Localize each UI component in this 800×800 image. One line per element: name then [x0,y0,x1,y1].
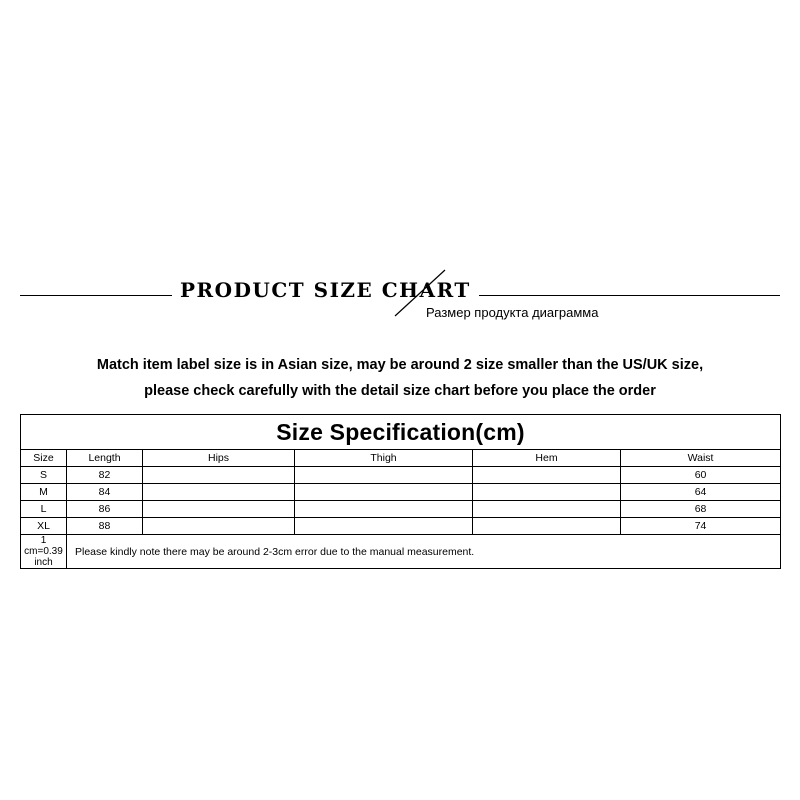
cell-waist: 68 [621,501,781,518]
table-row [21,518,781,535]
notice-line-2: please check carefully with the detail size chart before you place the order [144,383,656,399]
table-row [21,501,781,518]
page-title: PRODUCT SIZE CHART [172,278,479,302]
table-header-row [21,450,781,467]
size-notice [0,352,800,404]
page-subtitle: Размер продукта диаграмма [420,305,604,321]
cell-thigh [295,484,473,501]
cell-hips [143,467,295,484]
cell-hem [473,467,621,484]
document-header [20,268,780,328]
cell-hem [473,518,621,535]
column-header-waist: Waist [621,450,781,467]
column-header-size: Size [21,450,67,467]
column-header-length: Length [67,450,143,467]
column-header-hips: Hips [143,450,295,467]
cell-length: 88 [67,518,143,535]
table-title-row [21,415,781,450]
column-header-thigh: Thigh [295,450,473,467]
table-row [21,467,781,484]
cm-to-inch-conversion: 1 cm=0.39 inch [21,535,67,569]
cell-hips [143,501,295,518]
table-title: Size Specification(cm) [21,415,781,450]
cell-thigh [295,467,473,484]
cell-size: M [21,484,67,501]
measurement-error-note: Please kindly note there may be around 2-3cm error due to the manual measurement. [67,535,781,569]
cell-length: 86 [67,501,143,518]
cell-hem [473,501,621,518]
cell-length: 82 [67,467,143,484]
cell-hips [143,484,295,501]
cell-waist: 64 [621,484,781,501]
cell-size: XL [21,518,67,535]
cell-thigh [295,501,473,518]
table-row [21,484,781,501]
cell-waist: 60 [621,467,781,484]
column-header-hem: Hem [473,450,621,467]
cell-thigh [295,518,473,535]
cell-length: 84 [67,484,143,501]
cell-size: L [21,501,67,518]
cell-hem [473,484,621,501]
cell-hips [143,518,295,535]
table-footer-row [21,535,781,569]
notice-line-1: Match item label size is in Asian size, may be around 2 size smaller than the US/UK size, [96,357,704,373]
cell-waist: 74 [621,518,781,535]
cell-size: S [21,467,67,484]
size-specification-table [20,414,780,569]
